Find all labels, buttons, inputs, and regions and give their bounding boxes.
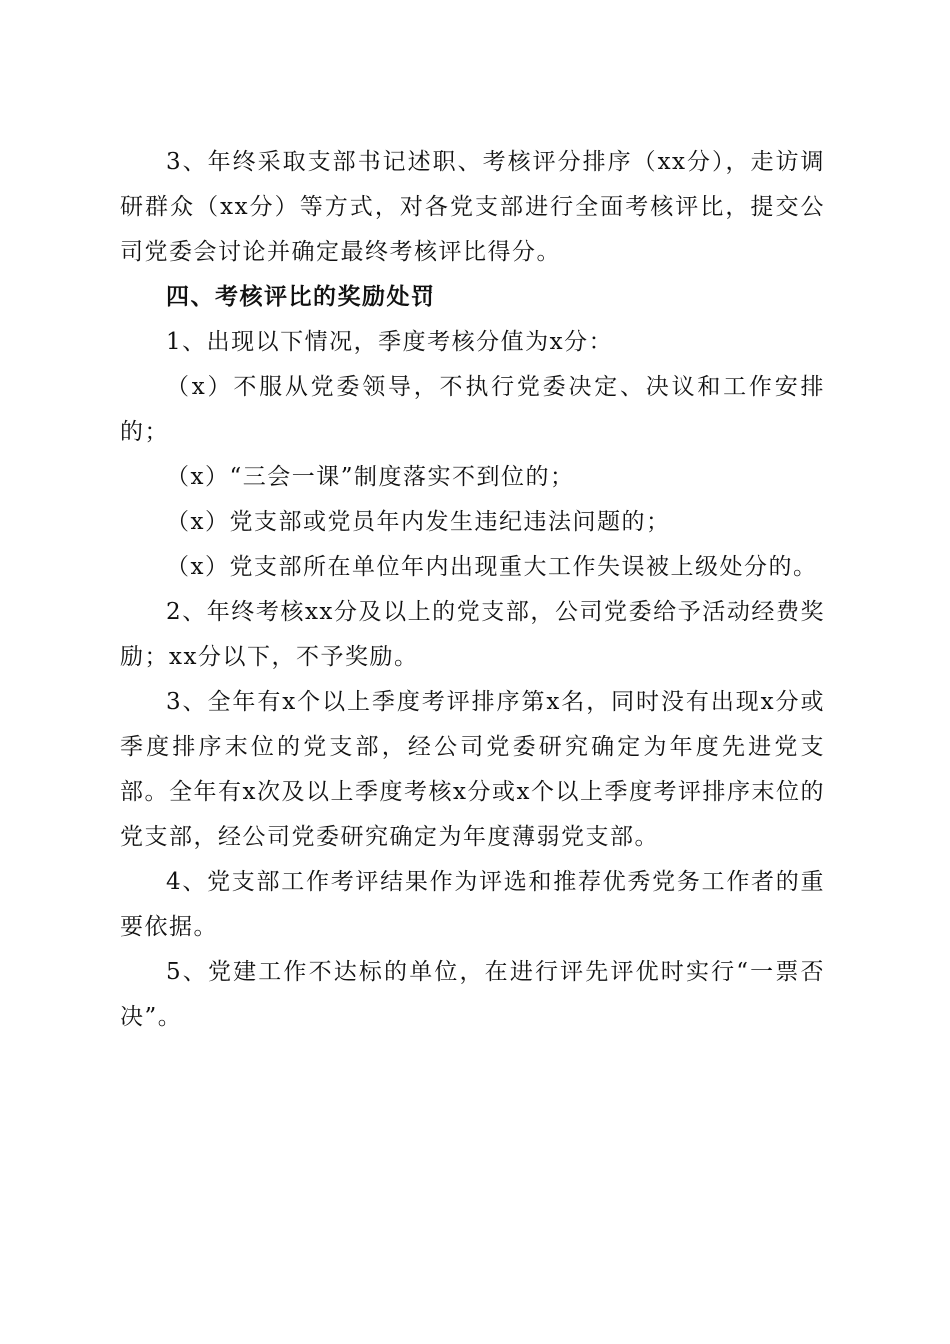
paragraph-assessment-3: 3、年终采取支部书记述职、考核评分排序（xx分），走访调研群众（xx分）等方式，对各党支部进行全面考核评比，提交公司党委会讨论并确定最终考核评比得分。	[120, 149, 825, 265]
section-heading: 四、考核评比的奖励处罚	[166, 284, 436, 310]
paragraph-reward-1: 1、出现以下情况，季度考核分值为x分：	[166, 329, 614, 355]
paragraph-reward-2: 2、年终考核xx分及以上的党支部，公司党委给予活动经费奖励；xx分以下，不予奖励。	[120, 599, 825, 670]
paragraph-reward-4: 4、党支部工作考评结果作为评选和推荐优秀党务工作者的重要依据。	[120, 869, 825, 940]
paragraph-reward-5: 5、党建工作不达标的单位，在进行评先评优时实行“一票否决”。	[120, 959, 825, 1030]
list-item: （x）党支部或党员年内发生违纪违法问题的；	[166, 509, 671, 535]
list-item: （x）“三会一课”制度落实不到位的；	[166, 464, 575, 490]
paragraph-reward-3: 3、全年有x个以上季度考评排序第x名，同时没有出现x分或季度排序末位的党支部，经公司党委研究确定为年度先进党支部。全年有x次及以上季度考核x分或x个以上季度考评排序末位的党支部，经公司党委研究确定为年度薄弱党支部。	[120, 689, 825, 850]
document-page	[120, 140, 825, 1040]
list-item: （x）党支部所在单位年内出现重大工作失误被上级处分的。	[166, 554, 818, 580]
list-item: （x）不服从党委领导，不执行党委决定、决议和工作安排的；	[120, 374, 825, 445]
